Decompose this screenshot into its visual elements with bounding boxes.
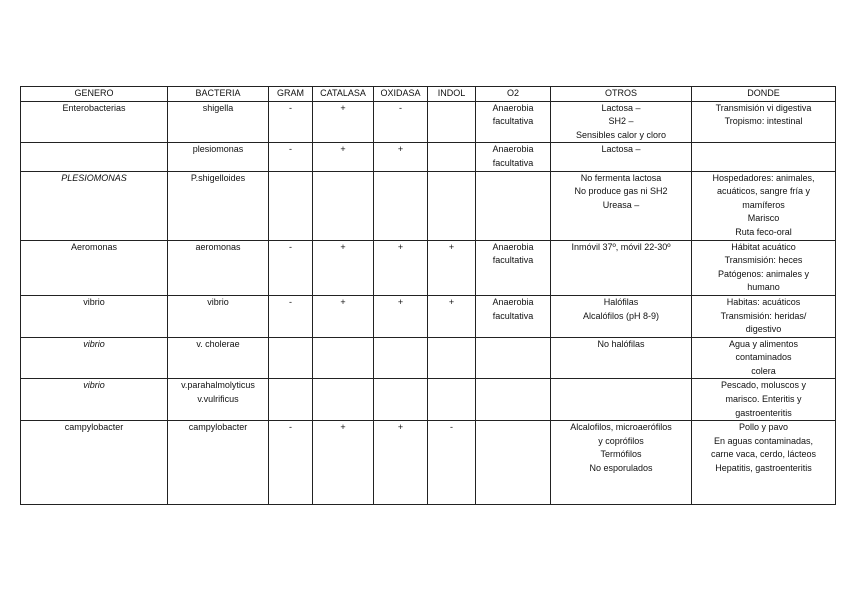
cell-donde: [692, 171, 836, 240]
cell-bacteria: [168, 101, 269, 143]
cell-line: plesiomonas: [192, 144, 244, 155]
cell-indol: [428, 421, 476, 505]
cell-genero: [21, 101, 168, 143]
cell-line: shigella: [202, 102, 234, 113]
cell-bacteria: [168, 295, 269, 337]
cell-line: P.shigelloides: [190, 172, 246, 183]
cell-text: +: [397, 144, 404, 155]
table-row: [21, 101, 836, 143]
cell-catalasa: [313, 337, 374, 379]
cell-otros: [551, 143, 692, 171]
cell-line: Alcalófilos (pH 8-9): [582, 310, 660, 321]
cell-oxidasa: [374, 421, 428, 505]
cell-text: -: [399, 102, 402, 113]
header-oxidasa: OXIDASA: [374, 87, 428, 102]
cell-line: humano: [747, 282, 780, 293]
cell-line: v.parahalmolyticus: [181, 380, 255, 391]
cell-oxidasa: [374, 295, 428, 337]
cell-oxidasa: [374, 143, 428, 171]
cell-donde: [692, 240, 836, 295]
cell-indol: [428, 171, 476, 240]
cell-o2: [476, 143, 551, 171]
cell-line: Sensibles calor y cloro: [575, 129, 667, 140]
cell-text: +: [448, 241, 455, 252]
cell-genero: [21, 240, 168, 295]
cell-text: -: [450, 422, 453, 433]
cell-gram: [269, 295, 313, 337]
table-row: [21, 337, 836, 379]
cell-genero: [21, 295, 168, 337]
cell-text: -: [289, 296, 292, 307]
cell-text: +: [340, 296, 346, 307]
cell-otros: [551, 171, 692, 240]
cell-donde: [692, 143, 836, 171]
cell-line: facultativa: [492, 310, 534, 321]
cell-gram: [269, 337, 313, 379]
cell-line: Hábitat acuático: [731, 241, 796, 252]
cell-donde: [692, 421, 836, 505]
cell-line: Ureasa –: [602, 199, 640, 210]
cell-text: PLESIOMONAS: [61, 172, 127, 183]
cell-text: +: [397, 296, 404, 307]
cell-otros: [551, 101, 692, 143]
header-row: [21, 87, 836, 102]
cell-line: campylobacter: [188, 422, 248, 433]
cell-line: Lactosa –: [601, 144, 641, 155]
cell-donde: [692, 337, 836, 379]
cell-line: mamíferos: [742, 199, 785, 210]
table-body: [21, 101, 836, 505]
cell-line: Pescado, moluscos y: [720, 380, 807, 391]
cell-line: Tropismo: intestinal: [724, 116, 803, 127]
cell-text: +: [340, 102, 346, 113]
cell-o2: [476, 337, 551, 379]
cell-text: +: [397, 241, 404, 252]
cell-catalasa: [313, 295, 374, 337]
cell-indol: [428, 240, 476, 295]
header-catalasa: CATALASA: [313, 87, 374, 102]
cell-text: +: [340, 422, 346, 433]
cell-line: y coprófilos: [598, 435, 644, 446]
cell-line: No esporulados: [589, 463, 653, 474]
cell-catalasa: [313, 379, 374, 421]
cell-line: contaminados: [735, 352, 792, 363]
cell-line: colera: [751, 365, 776, 376]
cell-text: -: [289, 241, 292, 252]
cell-line: Anaerobia: [492, 144, 534, 155]
cell-indol: [428, 101, 476, 143]
cell-text: -: [289, 422, 292, 433]
cell-o2: [476, 171, 551, 240]
cell-oxidasa: [374, 379, 428, 421]
table-row: [21, 143, 836, 171]
header-indol: INDOL: [428, 87, 476, 102]
cell-catalasa: [313, 143, 374, 171]
cell-genero: [21, 171, 168, 240]
header-gram: GRAM: [269, 87, 313, 102]
table-row: [21, 240, 836, 295]
cell-line: Transmisión: heridas/: [720, 310, 807, 321]
cell-bacteria: [168, 143, 269, 171]
cell-line: Anaerobia: [492, 296, 534, 307]
cell-line: v. cholerae: [196, 338, 240, 349]
header-o2: O2: [476, 87, 551, 102]
cell-text: +: [397, 422, 404, 433]
cell-genero: [21, 421, 168, 505]
cell-catalasa: [313, 101, 374, 143]
cell-indol: [428, 379, 476, 421]
cell-catalasa: [313, 171, 374, 240]
cell-bacteria: [168, 240, 269, 295]
cell-indol: [428, 295, 476, 337]
cell-line: aeromonas: [195, 241, 241, 252]
cell-line: Ruta feco-oral: [735, 226, 792, 237]
cell-line: Pollo y pavo: [738, 422, 789, 433]
bacteria-table: [20, 86, 836, 505]
cell-line: vibrio: [207, 296, 229, 307]
cell-otros: [551, 421, 692, 505]
header-bacteria: BACTERIA: [168, 87, 269, 102]
cell-line: facultativa: [492, 157, 534, 168]
header-genero: GENERO: [21, 87, 168, 102]
table-row: [21, 379, 836, 421]
cell-line: Halófilas: [603, 296, 639, 307]
cell-bacteria: [168, 337, 269, 379]
cell-line: Transmisión: heces: [724, 255, 803, 266]
cell-genero: [21, 337, 168, 379]
cell-line: facultativa: [492, 116, 534, 127]
cell-gram: [269, 143, 313, 171]
cell-line: No halófilas: [597, 338, 645, 349]
cell-line: carne vaca, cerdo, lácteos: [710, 449, 817, 460]
cell-oxidasa: [374, 240, 428, 295]
cell-line: facultativa: [492, 255, 534, 266]
cell-catalasa: [313, 421, 374, 505]
cell-line: Anaerobia: [492, 102, 534, 113]
cell-o2: [476, 379, 551, 421]
cell-text: +: [448, 296, 455, 307]
cell-line: Alcalofilos, microaerófilos: [570, 422, 672, 433]
cell-o2: [476, 240, 551, 295]
cell-line: gastroenteritis: [735, 407, 792, 418]
cell-line: SH2 –: [608, 116, 634, 127]
cell-donde: [692, 101, 836, 143]
cell-bacteria: [168, 171, 269, 240]
cell-text: Enterobacterias: [62, 102, 126, 113]
cell-line: Agua y alimentos: [728, 338, 799, 349]
cell-line: Inmóvil 37º, móvil 22-30º: [571, 241, 671, 252]
cell-oxidasa: [374, 101, 428, 143]
cell-line: Patógenos: animales y: [717, 268, 810, 279]
cell-otros: [551, 240, 692, 295]
cell-text: -: [289, 102, 292, 113]
cell-oxidasa: [374, 171, 428, 240]
cell-line: digestivo: [745, 324, 782, 335]
cell-line: acuáticos, sangre fría y: [716, 186, 811, 197]
cell-oxidasa: [374, 337, 428, 379]
cell-text: vibrio: [83, 380, 105, 391]
cell-otros: [551, 379, 692, 421]
cell-text: +: [340, 144, 346, 155]
cell-o2: [476, 101, 551, 143]
cell-text: Aeromonas: [70, 241, 118, 252]
cell-genero: [21, 379, 168, 421]
cell-gram: [269, 421, 313, 505]
cell-text: vibrio: [83, 296, 105, 307]
cell-text: campylobacter: [64, 422, 124, 433]
cell-text: -: [289, 144, 292, 155]
cell-catalasa: [313, 240, 374, 295]
cell-bacteria: [168, 421, 269, 505]
cell-indol: [428, 337, 476, 379]
cell-donde: [692, 295, 836, 337]
cell-gram: [269, 101, 313, 143]
cell-line: Hepatitis, gastroenteritis: [715, 463, 812, 474]
cell-indol: [428, 143, 476, 171]
cell-line: No fermenta lactosa: [580, 172, 662, 183]
cell-bacteria: [168, 379, 269, 421]
header-otros: OTROS: [551, 87, 692, 102]
cell-donde: [692, 379, 836, 421]
cell-otros: [551, 337, 692, 379]
cell-line: v.vulrificus: [197, 394, 239, 405]
cell-o2: [476, 295, 551, 337]
cell-o2: [476, 421, 551, 505]
cell-line: Termófilos: [600, 449, 642, 460]
cell-line: Hospedadores: animales,: [712, 172, 815, 183]
cell-text: +: [340, 241, 346, 252]
cell-line: Marisco: [747, 213, 780, 224]
cell-line: Anaerobia: [492, 241, 534, 252]
cell-otros: [551, 295, 692, 337]
cell-line: Lactosa –: [601, 102, 641, 113]
table-row: [21, 171, 836, 240]
cell-gram: [269, 240, 313, 295]
table-row: [21, 421, 836, 505]
cell-text: vibrio: [83, 338, 105, 349]
cell-gram: [269, 171, 313, 240]
cell-line: Transmisión vi digestiva: [715, 102, 812, 113]
table-row: [21, 295, 836, 337]
cell-line: En aguas contaminadas,: [713, 435, 814, 446]
cell-line: No produce gas ni SH2: [574, 186, 668, 197]
cell-genero: [21, 143, 168, 171]
cell-line: Habitas: acuáticos: [726, 296, 801, 307]
cell-gram: [269, 379, 313, 421]
cell-line: marisco. Enteritis y: [725, 394, 802, 405]
header-donde: DONDE: [692, 87, 836, 102]
